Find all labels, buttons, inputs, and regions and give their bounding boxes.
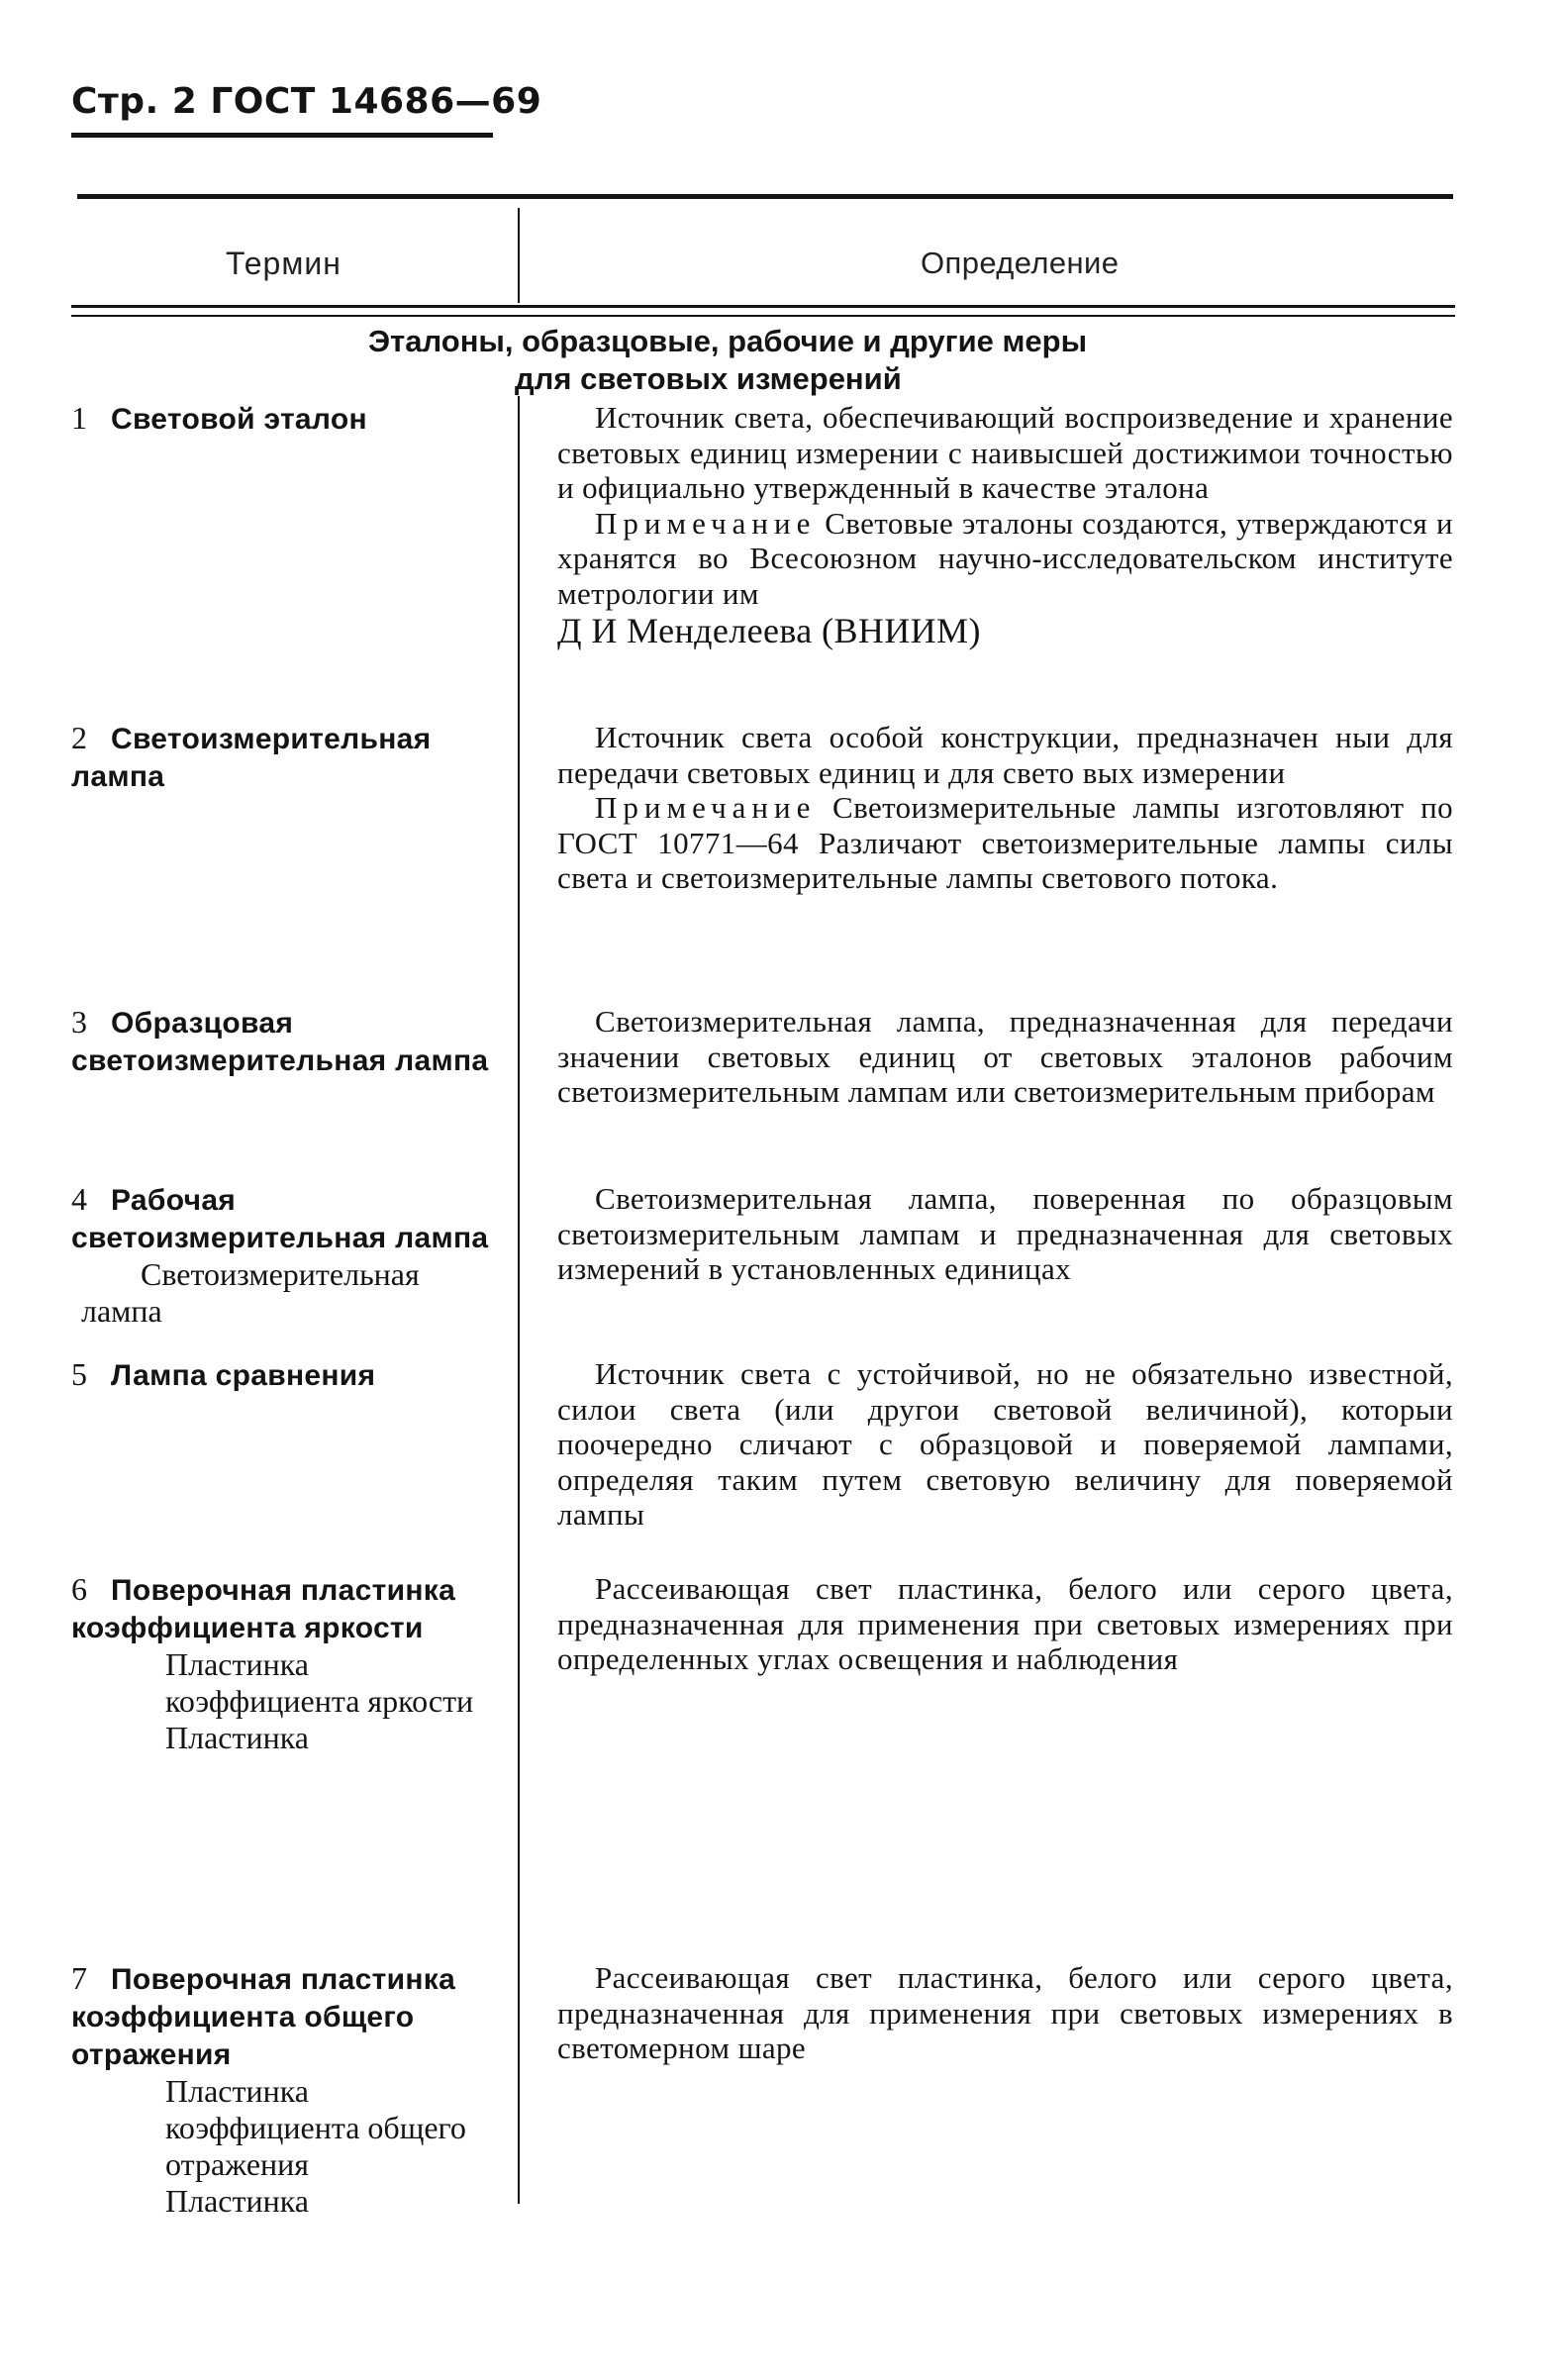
term-number: 6 <box>71 1571 87 1607</box>
term-entry-2 <box>71 720 507 795</box>
term-number: 1 <box>71 400 87 436</box>
term-number: 5 <box>71 1356 87 1392</box>
definition-entry-7 <box>557 1960 1453 2066</box>
section-title-line1: Эталоны, образцовые, рабочие и другие меры <box>368 324 1088 358</box>
term-name: Лампа сравнения <box>111 1359 376 1392</box>
term-synonym: лампа <box>81 1293 162 1329</box>
table-top-rule <box>77 194 1453 199</box>
definition-entry-3 <box>557 1004 1453 1110</box>
definition-text: Источник света с устойчивой, но не обязательно известной, силои света (или другои световой величиной), которыи поочередно сличают с образцовой и поверяемой лампами, определяя таким путем световую величину для поверяемой лампы <box>557 1356 1453 1532</box>
term-entry-6 <box>71 1571 507 1756</box>
definition-entry-2 <box>557 720 1453 896</box>
definition-entry-1 <box>557 400 1453 650</box>
definition-text: Источник света, обеспечивающий воспроизведение и хранение световых единиц измерении с наивысшей достижимои точностью и официально утвержденный в качестве эталона <box>557 400 1453 505</box>
definition-note-tail: Д И Менделеева (ВНИИМ) <box>557 611 981 650</box>
term-synonym: Пластинка коэффициента общего отражения <box>165 2073 466 2182</box>
header-rule <box>71 133 493 138</box>
term-number: 3 <box>71 1004 87 1040</box>
column-header-term: Термин <box>226 246 342 281</box>
term-name: Световой эталон <box>111 403 367 436</box>
term-entry-1 <box>71 400 507 438</box>
definition-text: Светоизмерительная лампа, поверенная по образцовым светоизмерительным лампам и предназначенная для световых измерений в установленных единицах <box>557 1181 1453 1286</box>
definition-text: Рассеивающая свет пластинка, белого или серого цвета, предназначенная для применения при световых измерениях в светомерном шаре <box>557 1960 1453 2065</box>
definition-entry-6 <box>557 1571 1453 1677</box>
term-name: Рабочая светоизмерительная лампа <box>71 1184 489 1254</box>
page-header: Стр. 2 ГОСТ 14686—69 <box>71 81 542 122</box>
term-name: Поверочная пластинка коэффициента яркости <box>71 1574 456 1644</box>
term-synonym: Пластинка <box>165 2183 309 2219</box>
term-name: Светоизмерительная лампа <box>71 723 432 793</box>
definition-note: Примечание Световые эталоны создаются, утверждаются и хранятся во Всесоюзном научно-исследовательском институте метрологии им <box>557 505 1454 611</box>
definition-text: Рассеивающая свет пластинка, белого или серого цвета, предназначенная для применения при световых измерениях при определенных углах освещения и наблюдения <box>557 1571 1453 1676</box>
term-name: Поверочная пластинка коэффициента общего отражения <box>71 1963 456 2071</box>
section-title <box>368 323 1160 398</box>
term-number: 2 <box>71 720 87 755</box>
definition-entry-5 <box>557 1356 1453 1533</box>
term-entry-5 <box>71 1356 507 1394</box>
term-entry-4 <box>71 1181 507 1330</box>
term-synonym: Пластинка коэффициента яркости <box>165 1646 474 1719</box>
definition-note: Примечание Светоизмерительные лампы изготовляют по ГОСТ 10771—64 Различают светоизмерительные лампы силы света и светоизмерительные лампы светового потока. <box>557 790 1453 895</box>
section-title-line2: для световых измерений <box>515 361 902 396</box>
header-column-divider <box>518 208 520 303</box>
term-entry-3 <box>71 1004 507 1079</box>
definition-text: Источник света особой конструкции, предназначен ныи для передачи световых единиц и для свето вых измерении <box>557 720 1453 790</box>
table-column-divider <box>518 396 520 2204</box>
term-name: Образцовая светоизмерительная лампа <box>71 1007 489 1077</box>
header-double-rule-top <box>71 305 1455 308</box>
definition-entry-4 <box>557 1181 1453 1287</box>
column-header-definition: Определение <box>921 246 1120 280</box>
header-double-rule-bottom <box>71 315 1455 317</box>
term-number: 7 <box>71 1960 87 1996</box>
term-synonym: Светоизмерительная <box>141 1256 420 1292</box>
term-number: 4 <box>71 1181 87 1217</box>
definition-text: Светоизмерительная лампа, предназначенная для передачи значении световых единиц от световых эталонов рабочим светоизмерительным лампам или светоизмерительным приборам <box>557 1004 1453 1109</box>
term-entry-7 <box>71 1960 507 2220</box>
term-synonym: Пластинка <box>165 1720 309 1755</box>
